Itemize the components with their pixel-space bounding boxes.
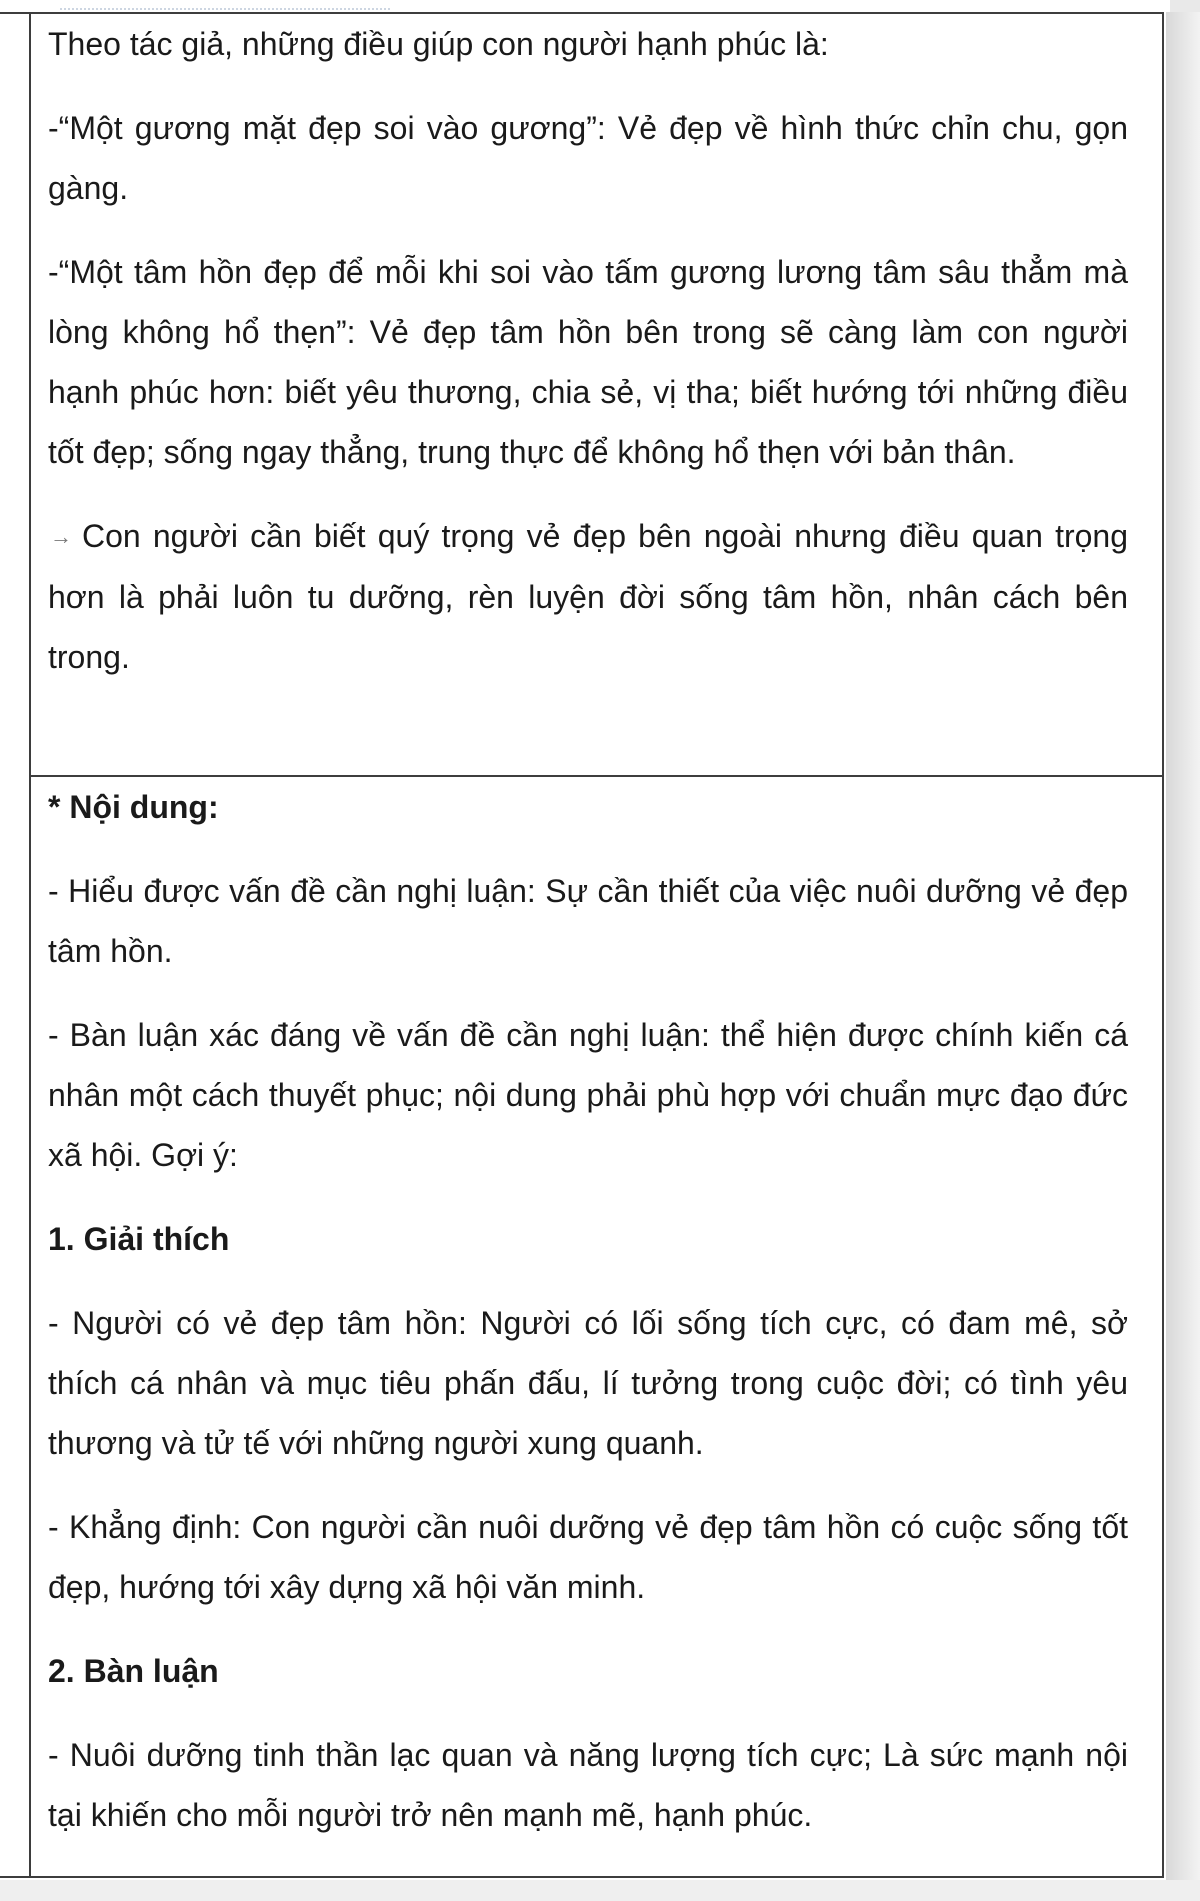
right-arrow-icon: → (50, 524, 72, 549)
page-shadow (1166, 12, 1200, 1901)
discuss-optimism: - Nuôi dưỡng tinh thần lạc quan và năng lượng tích cực; Là sức mạnh nội tại khiến cho mỗi người trở nên mạnh mẽ, hạnh phúc. (48, 1737, 1128, 1833)
answer-table (0, 12, 1164, 1878)
table-left-border (29, 12, 31, 1878)
cropped-text-remnant (60, 0, 390, 10)
table-cell-content (31, 777, 1162, 1876)
conclusion-paragraph (48, 506, 1128, 687)
subheading-discuss: 2. Bàn luận (48, 1653, 219, 1689)
conclusion-text: Con người cần biết quý trọng vẻ đẹp bên ngoài nhưng điều quan trọng hơn là phải luôn tu dưỡng, rèn luyện đời sống tâm hồn, nhân cách bên trong. (48, 518, 1128, 675)
content-item-understanding: - Hiểu được vấn đề cần nghị luận: Sự cần thiết của việc nuôi dưỡng vẻ đẹp tâm hồn. (48, 873, 1128, 969)
answer-point-soul: -“Một tâm hồn đẹp để mỗi khi soi vào tấm gương lương tâm sâu thẳm mà lòng không hổ thẹn”: Vẻ đẹp tâm hồn bên trong sẽ càng làm con người hạnh phúc hơn: biết yêu thương, chia sẻ, vị tha; biết hướng tới những điều tốt đẹp; sống ngay thẳng, trung thực để không hổ thẹn với bản thân. (48, 254, 1128, 470)
subheading-explain: 1. Giải thích (48, 1221, 230, 1257)
explain-affirm: - Khẳng định: Con người cần nuôi dưỡng vẻ đẹp tâm hồn có cuộc sống tốt đẹp, hướng tới xây dựng xã hội văn minh. (48, 1509, 1128, 1605)
content-item-discussion: - Bàn luận xác đáng về vấn đề cần nghị luận: thể hiện được chính kiến cá nhân một cách thuyết phục; nội dung phải phù hợp với chuẩn mực đạo đức xã hội. Gợi ý: (48, 1017, 1128, 1173)
content-heading: * Nội dung: (48, 789, 219, 825)
bottom-page-edge (0, 1880, 1200, 1901)
explain-person: - Người có vẻ đẹp tâm hồn: Người có lối sống tích cực, có đam mê, sở thích cá nhân và mục tiêu phấn đấu, lí tưởng trong cuộc đời; có tình yêu thương và tử tế với những người xung quanh. (48, 1305, 1128, 1461)
intro-paragraph: Theo tác giả, những điều giúp con người hạnh phúc là: (48, 26, 829, 62)
answer-point-appearance: -“Một gương mặt đẹp soi vào gương”: Vẻ đẹp về hình thức chỉn chu, gọn gàng. (48, 110, 1128, 206)
table-cell-answer (31, 14, 1162, 777)
